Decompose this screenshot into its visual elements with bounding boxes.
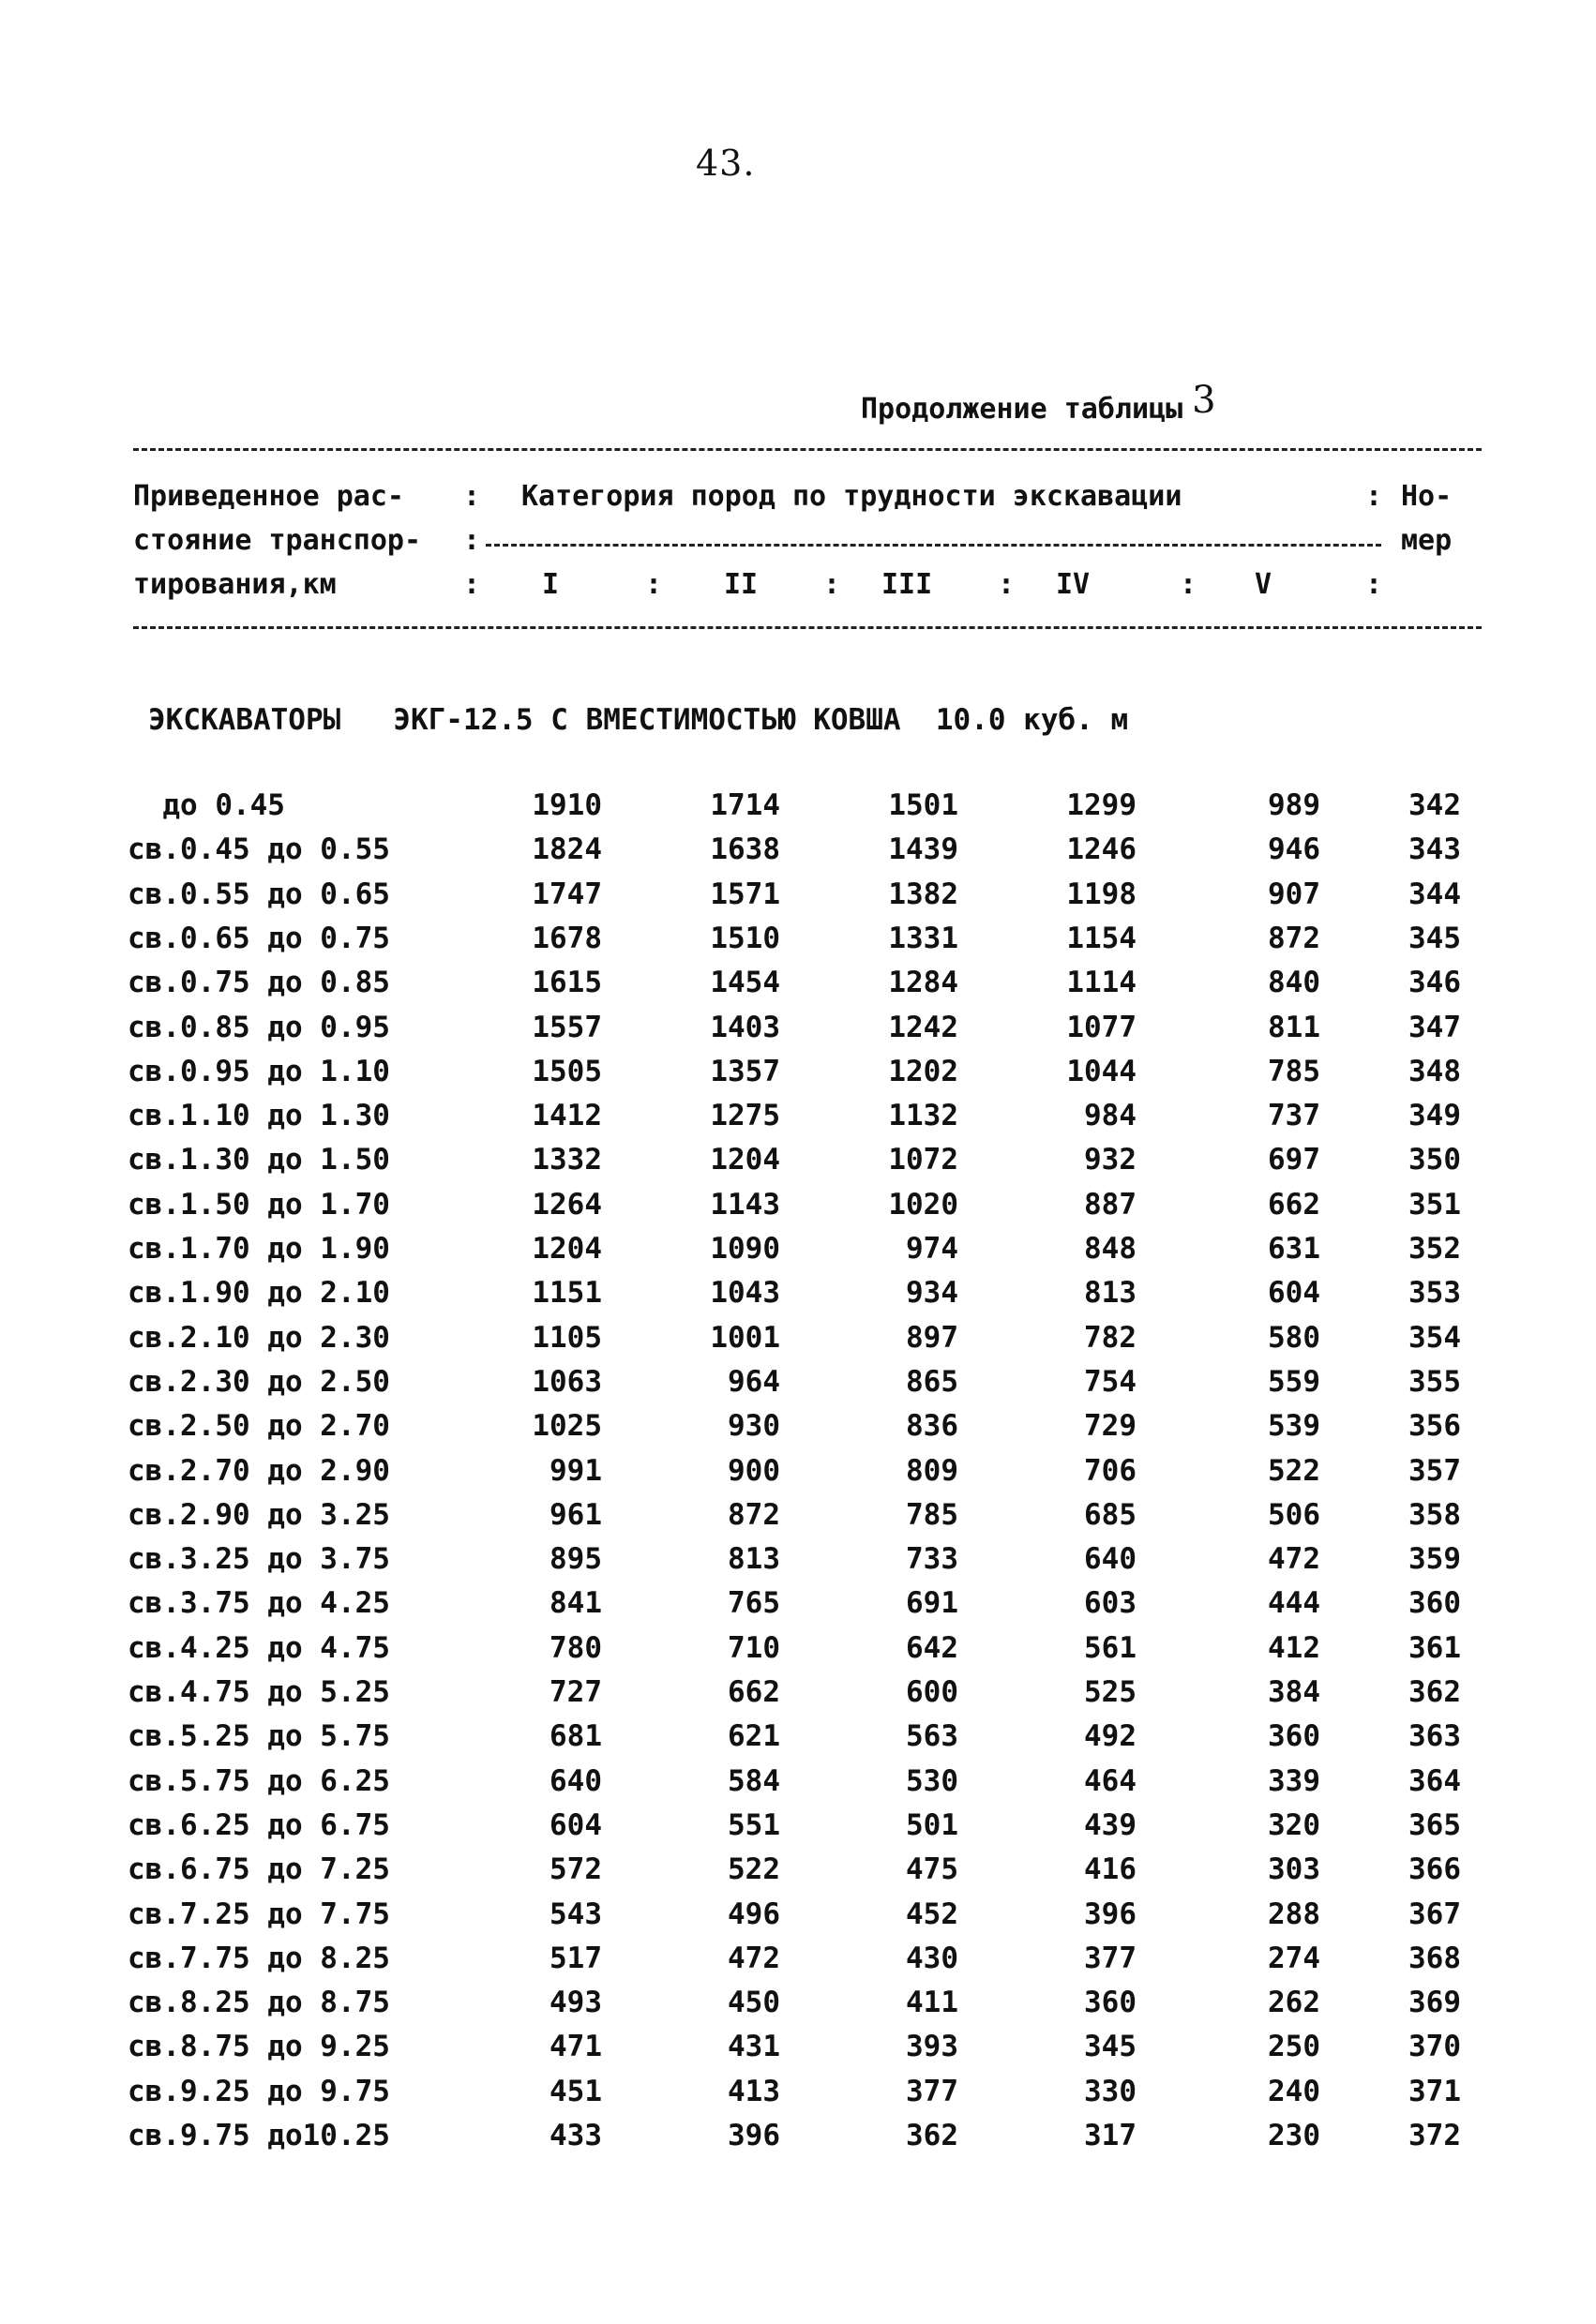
category-I-value: 727 <box>550 1675 602 1709</box>
category-II-value: 1001 <box>710 1320 780 1355</box>
category-III-value: 393 <box>906 2030 958 2064</box>
category-II-value: 1043 <box>710 1276 780 1311</box>
distance-range: св.0.95 до 1.10 <box>128 1054 390 1088</box>
category-V-value: 946 <box>1268 832 1320 867</box>
table-row <box>0 1055 1596 1099</box>
table-row <box>0 966 1596 1010</box>
category-I-value: 1557 <box>532 1010 602 1044</box>
row-number: 346 <box>1408 966 1461 1000</box>
table-row <box>0 1897 1596 1942</box>
category-V-value: 872 <box>1268 921 1320 955</box>
row-number: 357 <box>1408 1453 1461 1488</box>
category-IV-value: 1077 <box>1066 1010 1137 1044</box>
category-IV-value: 1044 <box>1066 1054 1137 1088</box>
category-V-value: 539 <box>1268 1409 1320 1444</box>
category-II-value: 710 <box>728 1630 780 1665</box>
table-row <box>0 1409 1596 1453</box>
category-V-value: 472 <box>1268 1542 1320 1577</box>
category-V-value: 412 <box>1268 1630 1320 1665</box>
category-IV-value: 729 <box>1084 1409 1137 1444</box>
category-II-value: 551 <box>728 1807 780 1842</box>
category-V-value: 274 <box>1268 1941 1320 1975</box>
category-IV-value: 345 <box>1084 2030 1137 2064</box>
table-row <box>0 1143 1596 1187</box>
row-number: 371 <box>1408 2074 1461 2108</box>
table-row <box>0 1631 1596 1675</box>
category-III-value: 1331 <box>888 921 958 955</box>
category-V-value: 631 <box>1268 1232 1320 1266</box>
category-II-value: 413 <box>728 2074 780 2108</box>
category-V-value: 559 <box>1268 1364 1320 1399</box>
category-II-value: 1714 <box>710 788 780 822</box>
table-row <box>0 922 1596 966</box>
category-I-value: 517 <box>550 1941 602 1975</box>
category-I-value: 1204 <box>532 1232 602 1266</box>
category-II-value: 396 <box>728 2119 780 2152</box>
category-III-value: 530 <box>906 1763 958 1798</box>
category-IV-value: 754 <box>1084 1364 1137 1399</box>
table-row <box>0 1586 1596 1630</box>
category-II-value: 900 <box>728 1453 780 1488</box>
distance-range: св.2.30 до 2.50 <box>128 1364 390 1399</box>
header-category-IV: IV <box>1056 568 1091 601</box>
category-II-value: 584 <box>728 1763 780 1798</box>
category-V-value: 339 <box>1268 1763 1320 1798</box>
category-III-value: 600 <box>906 1675 958 1709</box>
distance-range: св.5.75 до 6.25 <box>128 1763 390 1798</box>
distance-range: св.2.70 до 2.90 <box>128 1453 390 1488</box>
table-row <box>0 1276 1596 1320</box>
category-II-value: 662 <box>728 1675 780 1709</box>
page-number: 43. <box>696 142 756 184</box>
category-I-value: 1332 <box>532 1143 602 1177</box>
category-IV-value: 1246 <box>1066 832 1137 867</box>
row-number: 367 <box>1408 1897 1461 1931</box>
header-category-V: V <box>1255 568 1272 601</box>
category-I-value: 1615 <box>532 966 602 1000</box>
table-row <box>0 1099 1596 1143</box>
category-II-value: 765 <box>728 1586 780 1621</box>
category-V-value: 240 <box>1268 2074 1320 2108</box>
category-IV-value: 932 <box>1084 1143 1137 1177</box>
category-IV-value: 396 <box>1084 1897 1137 1931</box>
category-II-value: 1090 <box>710 1232 780 1266</box>
row-number: 362 <box>1408 1675 1461 1709</box>
header-separator: : <box>463 568 481 601</box>
category-I-value: 1412 <box>532 1099 602 1133</box>
category-IV-value: 416 <box>1084 1852 1137 1887</box>
category-V-value: 262 <box>1268 1986 1320 2020</box>
row-number: 359 <box>1408 1542 1461 1577</box>
row-number: 348 <box>1408 1054 1461 1088</box>
category-I-value: 991 <box>550 1453 602 1488</box>
category-II-value: 1571 <box>710 877 780 911</box>
table-row <box>0 1011 1596 1055</box>
row-number: 350 <box>1408 1143 1461 1177</box>
distance-range: св.9.25 до 9.75 <box>128 2074 390 2108</box>
header-distance-line-2: стояние транспор- <box>133 524 422 557</box>
category-II-value: 472 <box>728 1941 780 1975</box>
category-IV-value: 848 <box>1084 1232 1137 1266</box>
category-II-value: 431 <box>728 2030 780 2064</box>
distance-range: св.0.65 до 0.75 <box>128 921 390 955</box>
category-V-value: 907 <box>1268 877 1320 911</box>
category-III-value: 501 <box>906 1807 958 1842</box>
category-III-value: 809 <box>906 1453 958 1488</box>
row-number: 354 <box>1408 1320 1461 1355</box>
category-II-value: 1403 <box>710 1010 780 1044</box>
category-II-value: 496 <box>728 1897 780 1931</box>
category-I-value: 1747 <box>532 877 602 911</box>
category-III-value: 1382 <box>888 877 958 911</box>
category-II-value: 1204 <box>710 1143 780 1177</box>
category-II-value: 964 <box>728 1364 780 1399</box>
category-V-value: 506 <box>1268 1497 1320 1532</box>
category-II-value: 872 <box>728 1497 780 1532</box>
row-number: 363 <box>1408 1719 1461 1754</box>
row-number: 356 <box>1408 1409 1461 1444</box>
category-IV-value: 492 <box>1084 1719 1137 1754</box>
category-I-value: 1151 <box>532 1276 602 1311</box>
category-I-value: 572 <box>550 1852 602 1887</box>
distance-range: св.1.90 до 2.10 <box>128 1276 390 1311</box>
header-separator: : <box>1365 568 1383 601</box>
row-number: 366 <box>1408 1852 1461 1887</box>
category-I-value: 1505 <box>532 1054 602 1088</box>
header-category-title: Категория пород по трудности экскавации <box>521 480 1182 513</box>
category-II-value: 813 <box>728 1542 780 1577</box>
category-I-value: 1910 <box>532 788 602 822</box>
header-category-underline <box>486 544 1381 547</box>
table-row <box>0 1808 1596 1852</box>
category-II-value: 450 <box>728 1986 780 2020</box>
category-V-value: 580 <box>1268 1320 1320 1355</box>
category-IV-value: 984 <box>1084 1099 1137 1133</box>
category-I-value: 1063 <box>532 1364 602 1399</box>
distance-range: св.5.25 до 5.75 <box>128 1719 390 1754</box>
category-III-value: 563 <box>906 1719 958 1754</box>
row-number: 345 <box>1408 921 1461 955</box>
distance-range: св.7.25 до 7.75 <box>128 1897 390 1931</box>
category-IV-value: 1198 <box>1066 877 1137 911</box>
category-V-value: 384 <box>1268 1675 1320 1709</box>
table-row <box>0 1365 1596 1409</box>
category-IV-value: 887 <box>1084 1187 1137 1222</box>
category-V-value: 662 <box>1268 1187 1320 1222</box>
table-row <box>0 832 1596 877</box>
header-category-I: I <box>542 568 560 601</box>
table-row <box>0 1675 1596 1719</box>
category-III-value: 475 <box>906 1852 958 1887</box>
category-II-value: 930 <box>728 1409 780 1444</box>
category-V-value: 250 <box>1268 2030 1320 2064</box>
category-I-value: 640 <box>550 1763 602 1798</box>
category-II-value: 1638 <box>710 832 780 867</box>
category-I-value: 961 <box>550 1497 602 1532</box>
distance-range: св.3.75 до 4.25 <box>128 1586 390 1621</box>
category-III-value: 1284 <box>888 966 958 1000</box>
row-number: 370 <box>1408 2030 1461 2064</box>
row-number: 353 <box>1408 1276 1461 1311</box>
category-IV-value: 782 <box>1084 1320 1137 1355</box>
row-number: 372 <box>1408 2119 1461 2152</box>
category-I-value: 1678 <box>532 921 602 955</box>
row-number: 358 <box>1408 1497 1461 1532</box>
distance-range: св.3.25 до 3.75 <box>128 1542 390 1577</box>
header-number-line-1: Но- <box>1401 480 1453 513</box>
row-number: 364 <box>1408 1763 1461 1798</box>
row-number: 344 <box>1408 877 1461 911</box>
row-number: 347 <box>1408 1010 1461 1044</box>
distance-range: до 0.45 <box>128 788 285 822</box>
distance-range: св.0.75 до 0.85 <box>128 966 390 1000</box>
category-III-value: 733 <box>906 1542 958 1577</box>
category-III-value: 452 <box>906 1897 958 1931</box>
distance-range: св.8.75 до 9.25 <box>128 2030 390 2064</box>
category-III-value: 362 <box>906 2119 958 2152</box>
table-row <box>0 788 1596 832</box>
distance-range: св.1.30 до 1.50 <box>128 1143 390 1177</box>
table-row <box>0 2075 1596 2119</box>
category-II-value: 522 <box>728 1852 780 1887</box>
category-IV-value: 377 <box>1084 1941 1137 1975</box>
category-II-value: 1143 <box>710 1187 780 1222</box>
category-II-value: 1510 <box>710 921 780 955</box>
category-I-value: 780 <box>550 1630 602 1665</box>
category-V-value: 604 <box>1268 1276 1320 1311</box>
distance-range: св.8.25 до 8.75 <box>128 1986 390 2020</box>
row-number: 361 <box>1408 1630 1461 1665</box>
caption-text: Продолжение таблицы <box>861 393 1183 426</box>
category-V-value: 360 <box>1268 1719 1320 1754</box>
header-distance-line-3: тирования,км <box>133 568 337 601</box>
category-II-value: 621 <box>728 1719 780 1754</box>
category-IV-value: 439 <box>1084 1807 1137 1842</box>
category-V-value: 989 <box>1268 788 1320 822</box>
category-I-value: 1264 <box>532 1187 602 1222</box>
category-III-value: 691 <box>906 1586 958 1621</box>
table-row <box>0 1764 1596 1808</box>
header-separator: : <box>645 568 663 601</box>
table-row <box>0 1188 1596 1232</box>
header-separator: : <box>463 524 481 557</box>
category-IV-value: 525 <box>1084 1675 1137 1709</box>
category-V-value: 230 <box>1268 2119 1320 2152</box>
header-category-II: II <box>724 568 759 601</box>
header-category-III: III <box>881 568 933 601</box>
caption-table-number: 3 <box>1192 379 1216 422</box>
header-separator: : <box>463 480 481 513</box>
table-row <box>0 1321 1596 1365</box>
category-IV-value: 317 <box>1084 2119 1137 2152</box>
distance-range: св.9.75 до10.25 <box>128 2119 390 2152</box>
category-V-value: 522 <box>1268 1453 1320 1488</box>
table-top-rule <box>133 448 1482 451</box>
category-IV-value: 685 <box>1084 1497 1137 1532</box>
category-V-value: 288 <box>1268 1897 1320 1931</box>
category-I-value: 895 <box>550 1542 602 1577</box>
category-IV-value: 813 <box>1084 1276 1137 1311</box>
category-II-value: 1357 <box>710 1054 780 1088</box>
distance-range: св.2.50 до 2.70 <box>128 1409 390 1444</box>
category-III-value: 1439 <box>888 832 958 867</box>
header-separator: : <box>998 568 1016 601</box>
category-I-value: 433 <box>550 2119 602 2152</box>
category-IV-value: 330 <box>1084 2074 1137 2108</box>
distance-range: св.6.75 до 7.25 <box>128 1852 390 1887</box>
distance-range: св.0.55 до 0.65 <box>128 877 390 911</box>
category-IV-value: 1299 <box>1066 788 1137 822</box>
row-number: 343 <box>1408 832 1461 867</box>
category-IV-value: 561 <box>1084 1630 1137 1665</box>
category-III-value: 430 <box>906 1941 958 1975</box>
table-row <box>0 1542 1596 1586</box>
row-number: 351 <box>1408 1187 1461 1222</box>
header-separator: : <box>823 568 841 601</box>
category-IV-value: 603 <box>1084 1586 1137 1621</box>
header-number-line-2: мер <box>1401 524 1453 557</box>
distance-range: св.0.45 до 0.55 <box>128 832 390 867</box>
category-IV-value: 640 <box>1084 1542 1137 1577</box>
header-separator: : <box>1365 480 1383 513</box>
table-row <box>0 1232 1596 1276</box>
distance-range: св.7.75 до 8.25 <box>128 1941 390 1975</box>
category-III-value: 642 <box>906 1630 958 1665</box>
header-distance-line-1: Приведенное рас- <box>133 480 404 513</box>
category-III-value: 1132 <box>888 1099 958 1133</box>
category-III-value: 865 <box>906 1364 958 1399</box>
category-III-value: 1202 <box>888 1054 958 1088</box>
row-number: 368 <box>1408 1941 1461 1975</box>
category-V-value: 444 <box>1268 1586 1320 1621</box>
category-III-value: 1242 <box>888 1010 958 1044</box>
distance-range: св.4.75 до 5.25 <box>128 1675 390 1709</box>
category-I-value: 543 <box>550 1897 602 1931</box>
category-III-value: 785 <box>906 1497 958 1532</box>
table-header-bottom-rule <box>133 626 1482 629</box>
category-II-value: 1454 <box>710 966 780 1000</box>
table-row <box>0 1498 1596 1542</box>
category-V-value: 785 <box>1268 1054 1320 1088</box>
row-number: 349 <box>1408 1099 1461 1133</box>
header-separator: : <box>1180 568 1197 601</box>
table-row <box>0 2030 1596 2074</box>
table-row <box>0 1942 1596 1986</box>
distance-range: св.0.85 до 0.95 <box>128 1010 390 1044</box>
category-III-value: 974 <box>906 1232 958 1266</box>
table-row <box>0 1454 1596 1498</box>
category-III-value: 934 <box>906 1276 958 1311</box>
category-V-value: 697 <box>1268 1143 1320 1177</box>
category-IV-value: 1154 <box>1066 921 1137 955</box>
category-III-value: 1072 <box>888 1143 958 1177</box>
row-number: 360 <box>1408 1586 1461 1621</box>
category-III-value: 836 <box>906 1409 958 1444</box>
row-number: 369 <box>1408 1986 1461 2020</box>
category-III-value: 897 <box>906 1320 958 1355</box>
category-V-value: 303 <box>1268 1852 1320 1887</box>
category-I-value: 451 <box>550 2074 602 2108</box>
category-I-value: 493 <box>550 1986 602 2020</box>
category-IV-value: 1114 <box>1066 966 1137 1000</box>
category-I-value: 471 <box>550 2030 602 2064</box>
category-I-value: 1824 <box>532 832 602 867</box>
category-IV-value: 360 <box>1084 1986 1137 2020</box>
category-I-value: 604 <box>550 1807 602 1842</box>
distance-range: св.6.25 до 6.75 <box>128 1807 390 1842</box>
category-I-value: 681 <box>550 1719 602 1754</box>
category-V-value: 811 <box>1268 1010 1320 1044</box>
category-I-value: 1105 <box>532 1320 602 1355</box>
distance-range: св.1.10 до 1.30 <box>128 1099 390 1133</box>
distance-range: св.1.50 до 1.70 <box>128 1187 390 1222</box>
category-II-value: 1275 <box>710 1099 780 1133</box>
category-IV-value: 464 <box>1084 1763 1137 1798</box>
category-III-value: 1020 <box>888 1187 958 1222</box>
distance-range: св.2.10 до 2.30 <box>128 1320 390 1355</box>
category-III-value: 411 <box>906 1986 958 2020</box>
row-number: 355 <box>1408 1364 1461 1399</box>
category-III-value: 377 <box>906 2074 958 2108</box>
row-number: 342 <box>1408 788 1461 822</box>
category-V-value: 737 <box>1268 1099 1320 1133</box>
table-row <box>0 877 1596 922</box>
table-caption <box>861 379 1216 427</box>
category-I-value: 841 <box>550 1586 602 1621</box>
table-row <box>0 2119 1596 2163</box>
table-row <box>0 1719 1596 1763</box>
distance-range: св.1.70 до 1.90 <box>128 1232 390 1266</box>
section-title: ЭКСКАВАТОРЫ ЭКГ-12.5 С ВМЕСТИМОСТЬЮ КОВША 10.0 куб. м <box>148 703 1129 737</box>
table-row <box>0 1852 1596 1897</box>
table-row <box>0 1986 1596 2030</box>
category-I-value: 1025 <box>532 1409 602 1444</box>
category-V-value: 840 <box>1268 966 1320 1000</box>
distance-range: св.4.25 до 4.75 <box>128 1630 390 1665</box>
category-V-value: 320 <box>1268 1807 1320 1842</box>
row-number: 352 <box>1408 1232 1461 1266</box>
category-IV-value: 706 <box>1084 1453 1137 1488</box>
distance-range: св.2.90 до 3.25 <box>128 1497 390 1532</box>
category-III-value: 1501 <box>888 788 958 822</box>
row-number: 365 <box>1408 1807 1461 1842</box>
